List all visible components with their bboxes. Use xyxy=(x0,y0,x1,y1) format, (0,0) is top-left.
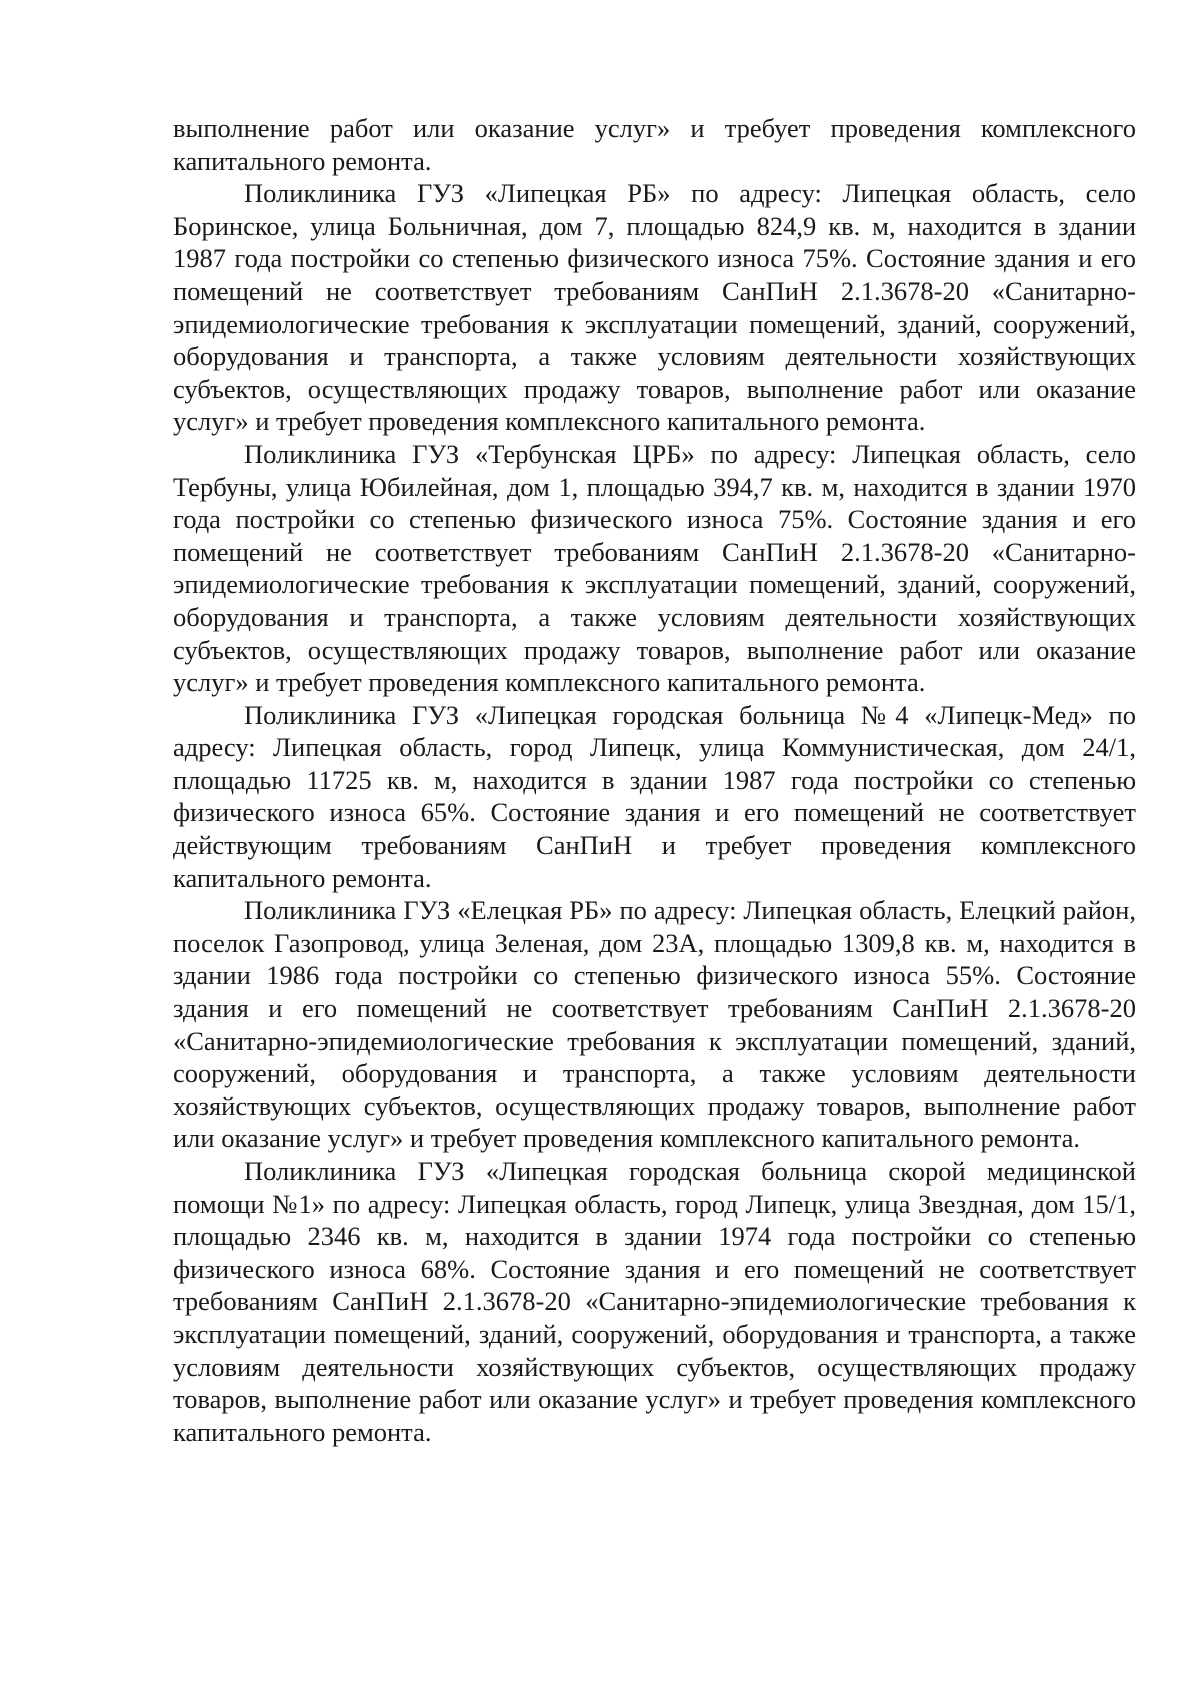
paragraph-elets-rb: Поликлиника ГУЗ «Елецкая РБ» по адресу: Липецкая область, Елецкий район, поселок Газопровод, улица Зеленая, дом 23А, площадью 1309,8 кв. м, находится в здании 1986 года постройки со степенью физического износа 55%. Состояние здания и его помещений не соответствует требованиям СанПиН 2.1.3678-20 «Санитарно-эпидемиологические требования к эксплуатации помещений, зданий, сооружений, оборудования и транспорта, а также условиям деятельности хозяйствующих субъектов, осуществляющих продажу товаров, выполнение работ или оказание услуг» и требует проведения комплексного капитального ремонта. xyxy=(173,895,1136,1154)
document-body xyxy=(173,112,1136,1448)
paragraph-lipetsk-rb: Поликлиника ГУЗ «Липецкая РБ» по адресу: Липецкая область, село Боринское, улица Больничная, дом 7, площадью 824,9 кв. м, находится в здании 1987 года постройки со степенью физического износа 75%. Состояние здания и его помещений не соответствует требованиям СанПиН 2.1.3678-20 «Санитарно-эпидемиологические требования к эксплуатации помещений, зданий, сооружений, оборудования и транспорта, а также условиям деятельности хозяйствующих субъектов, осуществляющих продажу товаров, выполнение работ или оказание услуг» и требует проведения комплексного капитального ремонта. xyxy=(173,178,1136,437)
paragraph-lipetsk-emergency-1: Поликлиника ГУЗ «Липецкая городская больница скорой медицинской помощи №1» по адресу: Липецкая область, город Липецк, улица Звездная, дом 15/1, площадью 2346 кв. м, находится в здании 1974 года постройки со степенью физического износа 68%. Состояние здания и его помещений не соответствует требованиям СанПиН 2.1.3678-20 «Санитарно-эпидемиологические требования к эксплуатации помещений, зданий, сооружений, оборудования и транспорта, а также условиям деятельности хозяйствующих субъектов, осуществляющих продажу товаров, выполнение работ или оказание услуг» и требует проведения комплексного капитального ремонта. xyxy=(173,1156,1136,1447)
paragraph-terbuny-crb: Поликлиника ГУЗ «Тербунская ЦРБ» по адресу: Липецкая область, село Тербуны, улица Юбилейная, дом 1, площадью 394,7 кв. м, находится в здании 1970 года постройки со степенью физического износа 75%. Состояние здания и его помещений не соответствует требованиям СанПиН 2.1.3678-20 «Санитарно-эпидемиологические требования к эксплуатации помещений, зданий, сооружений, оборудования и транспорта, а также условиям деятельности хозяйствующих субъектов, осуществляющих продажу товаров, выполнение работ или оказание услуг» и требует проведения комплексного капитального ремонта. xyxy=(173,438,1136,698)
paragraph-continuation: выполнение работ или оказание услуг» и требует проведения комплексного капитального ремонта. xyxy=(173,113,1136,176)
paragraph-lipetsk-hospital-4: Поликлиника ГУЗ «Липецкая городская больница №4 «Липецк-Мед» по адресу: Липецкая область, город Липецк, улица Коммунистическая, дом 24/1, площадью 11725 кв. м, находится в здании 1987 года постройки со степенью физического износа 65%. Состояние здания и его помещений не соответствует действующим требованиям СанПиН и требует проведения комплексного капитального ремонта. xyxy=(173,699,1136,893)
